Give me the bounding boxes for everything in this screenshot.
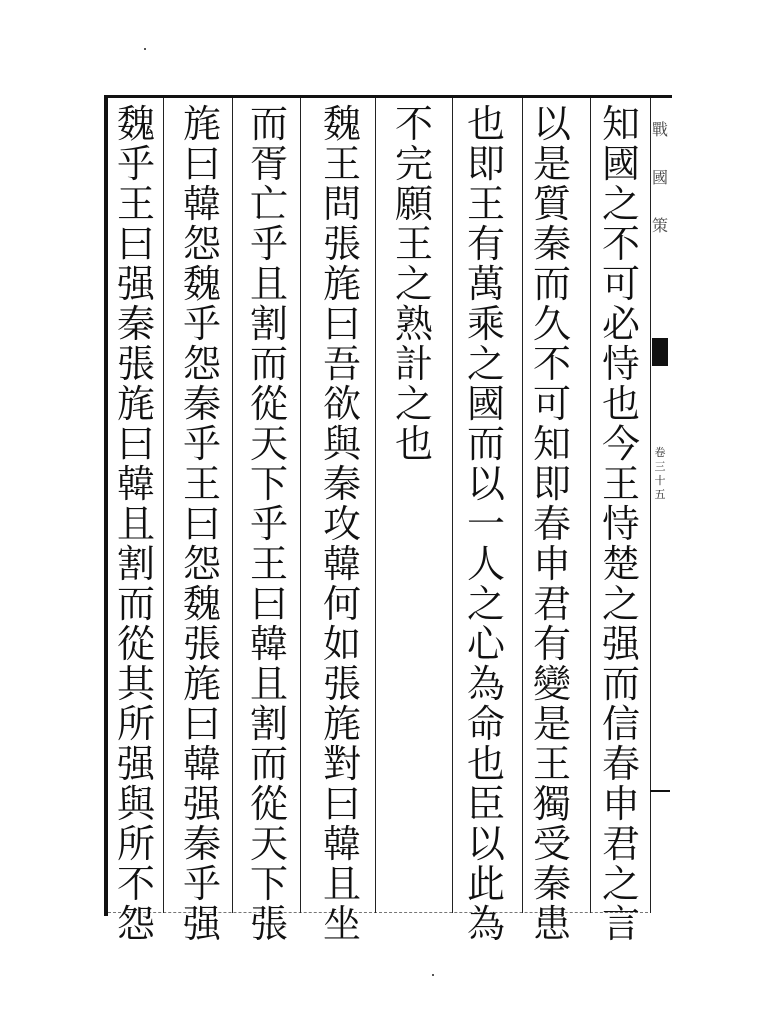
text-column — [178, 102, 226, 946]
character: 下 — [249, 462, 288, 506]
character: 曰 — [322, 302, 361, 346]
character: 必 — [601, 302, 640, 346]
character: 曰 — [322, 782, 361, 826]
margin-tick — [650, 790, 670, 792]
character: 以 — [532, 102, 571, 146]
character: 韓 — [116, 462, 155, 506]
character: 怨 — [116, 902, 155, 946]
character: 王 — [466, 182, 505, 226]
character: 韓 — [249, 622, 288, 666]
text-column — [597, 102, 645, 946]
text-column — [462, 102, 510, 946]
character: 曰 — [182, 702, 221, 746]
character: 秦 — [532, 222, 571, 266]
character: 計 — [394, 342, 433, 386]
text-column — [318, 102, 366, 946]
character: 韓 — [182, 742, 221, 786]
character: 魏 — [182, 262, 221, 306]
character: 以 — [466, 462, 505, 506]
character: 之 — [394, 382, 433, 426]
character: 割 — [116, 542, 155, 586]
character: 國 — [466, 382, 505, 426]
text-column — [528, 102, 576, 946]
character: 而 — [116, 582, 155, 626]
character: 且 — [116, 502, 155, 546]
character: 旄 — [116, 382, 155, 426]
character: 曰 — [182, 502, 221, 546]
character: 之 — [601, 582, 640, 626]
character: 胥 — [249, 142, 288, 186]
character: 王 — [182, 462, 221, 506]
character: 曰 — [182, 142, 221, 186]
character: 旄 — [182, 662, 221, 706]
character: 即 — [466, 142, 505, 186]
character: 怨 — [182, 342, 221, 386]
character: 心 — [466, 622, 505, 666]
character: 張 — [182, 622, 221, 666]
character: 知 — [601, 102, 640, 146]
character: 王 — [249, 542, 288, 586]
character: 此 — [466, 862, 505, 906]
book-title: 戰 國 策 — [652, 120, 669, 235]
character: 可 — [601, 262, 640, 306]
character: 以 — [466, 822, 505, 866]
character: 從 — [249, 782, 288, 826]
column-rule — [232, 98, 233, 913]
character: 亡 — [249, 182, 288, 226]
character: 秦 — [532, 862, 571, 906]
character: 與 — [116, 782, 155, 826]
column-rule — [590, 98, 591, 913]
character: 之 — [466, 342, 505, 386]
character: 秦 — [182, 382, 221, 426]
character: 一 — [466, 502, 505, 546]
character: 魏 — [116, 102, 155, 146]
character: 且 — [249, 662, 288, 706]
fish-tail-mark — [652, 338, 668, 366]
character: 受 — [532, 822, 571, 866]
character: 申 — [532, 542, 571, 586]
character: 乎 — [182, 422, 221, 466]
character: 天 — [249, 822, 288, 866]
character: 强 — [116, 262, 155, 306]
character: 為 — [466, 902, 505, 946]
character: 乘 — [466, 302, 505, 346]
character: 乎 — [182, 862, 221, 906]
character: 秦 — [116, 302, 155, 346]
character: 人 — [466, 542, 505, 586]
character: 所 — [116, 702, 155, 746]
character: 信 — [601, 702, 640, 746]
character: 是 — [532, 142, 571, 186]
character: 從 — [116, 622, 155, 666]
character: 王 — [322, 142, 361, 186]
character: 張 — [322, 222, 361, 266]
character: 言 — [601, 902, 640, 946]
character: 攻 — [322, 502, 361, 546]
character: 而 — [249, 342, 288, 386]
character: 秦 — [322, 462, 361, 506]
character: 不 — [532, 342, 571, 386]
character: 其 — [116, 662, 155, 706]
character: 韓 — [182, 182, 221, 226]
character: 萬 — [466, 262, 505, 306]
character: 君 — [601, 822, 640, 866]
character: 也 — [466, 742, 505, 786]
character: 乎 — [116, 142, 155, 186]
character: 且 — [249, 262, 288, 306]
character: 恃 — [601, 342, 640, 386]
character: 之 — [601, 182, 640, 226]
character: 即 — [532, 462, 571, 506]
character: 魏 — [182, 582, 221, 626]
character: 春 — [532, 502, 571, 546]
character: 韓 — [322, 822, 361, 866]
character: 是 — [532, 702, 571, 746]
character: 旄 — [182, 102, 221, 146]
character: 張 — [322, 662, 361, 706]
character: 患 — [532, 902, 571, 946]
text-column — [390, 104, 438, 914]
character: 張 — [116, 342, 155, 386]
character: 而 — [249, 742, 288, 786]
character: 君 — [532, 582, 571, 626]
character: 臣 — [466, 782, 505, 826]
character: 不 — [394, 102, 433, 146]
text-column — [245, 102, 293, 946]
character: 王 — [532, 742, 571, 786]
character: 而 — [466, 422, 505, 466]
character: 怨 — [182, 542, 221, 586]
paper-speck — [432, 974, 434, 976]
character: 曰 — [116, 422, 155, 466]
character: 乎 — [249, 502, 288, 546]
column-rule — [452, 98, 453, 913]
volume-label: 卷 三 十 五 — [654, 446, 666, 501]
character: 割 — [249, 702, 288, 746]
character: 春 — [601, 742, 640, 786]
character: 魏 — [322, 102, 361, 146]
character: 割 — [249, 302, 288, 346]
character: 張 — [249, 902, 288, 946]
character: 王 — [116, 182, 155, 226]
character: 强 — [182, 902, 221, 946]
character: 今 — [601, 422, 640, 466]
character: 變 — [532, 662, 571, 706]
character: 與 — [322, 422, 361, 466]
character: 申 — [601, 782, 640, 826]
character: 乎 — [249, 222, 288, 266]
character: 强 — [601, 622, 640, 666]
character: 何 — [322, 582, 361, 626]
character: 完 — [394, 142, 433, 186]
character: 不 — [601, 222, 640, 266]
character: 對 — [322, 742, 361, 786]
character: 有 — [532, 622, 571, 666]
character: 天 — [249, 422, 288, 466]
character: 之 — [466, 582, 505, 626]
character: 怨 — [182, 222, 221, 266]
character: 欲 — [322, 382, 361, 426]
column-rule — [300, 98, 301, 913]
character: 命 — [466, 702, 505, 746]
character: 下 — [249, 862, 288, 906]
character: 且 — [322, 862, 361, 906]
column-rule — [522, 98, 523, 913]
text-column — [112, 102, 160, 946]
character: 從 — [249, 382, 288, 426]
character: 如 — [322, 622, 361, 666]
character: 旄 — [322, 702, 361, 746]
character: 恃 — [601, 502, 640, 546]
character: 所 — [116, 822, 155, 866]
character: 王 — [394, 222, 433, 266]
character: 熟 — [394, 302, 433, 346]
character: 而 — [249, 102, 288, 146]
character: 而 — [601, 662, 640, 706]
character: 國 — [601, 142, 640, 186]
character: 曰 — [116, 222, 155, 266]
character: 之 — [601, 862, 640, 906]
character: 楚 — [601, 542, 640, 586]
character: 坐 — [322, 902, 361, 946]
character: 獨 — [532, 782, 571, 826]
character: 也 — [601, 382, 640, 426]
character: 曰 — [249, 582, 288, 626]
character: 可 — [532, 382, 571, 426]
character: 久 — [532, 302, 571, 346]
character: 也 — [466, 102, 505, 146]
character: 吾 — [322, 342, 361, 386]
character: 質 — [532, 182, 571, 226]
character: 强 — [116, 742, 155, 786]
character: 而 — [532, 262, 571, 306]
character: 願 — [394, 182, 433, 226]
character: 乎 — [182, 302, 221, 346]
character: 不 — [116, 862, 155, 906]
column-rule — [375, 98, 376, 913]
character: 旄 — [322, 262, 361, 306]
character: 為 — [466, 662, 505, 706]
paper-speck — [144, 48, 146, 50]
character: 强 — [182, 782, 221, 826]
character: 秦 — [182, 822, 221, 866]
character: 問 — [322, 182, 361, 226]
character: 王 — [601, 462, 640, 506]
character: 知 — [532, 422, 571, 466]
character: 有 — [466, 222, 505, 266]
column-rule — [163, 98, 164, 913]
character: 之 — [394, 262, 433, 306]
character: 韓 — [322, 542, 361, 586]
character: 也 — [394, 422, 433, 466]
